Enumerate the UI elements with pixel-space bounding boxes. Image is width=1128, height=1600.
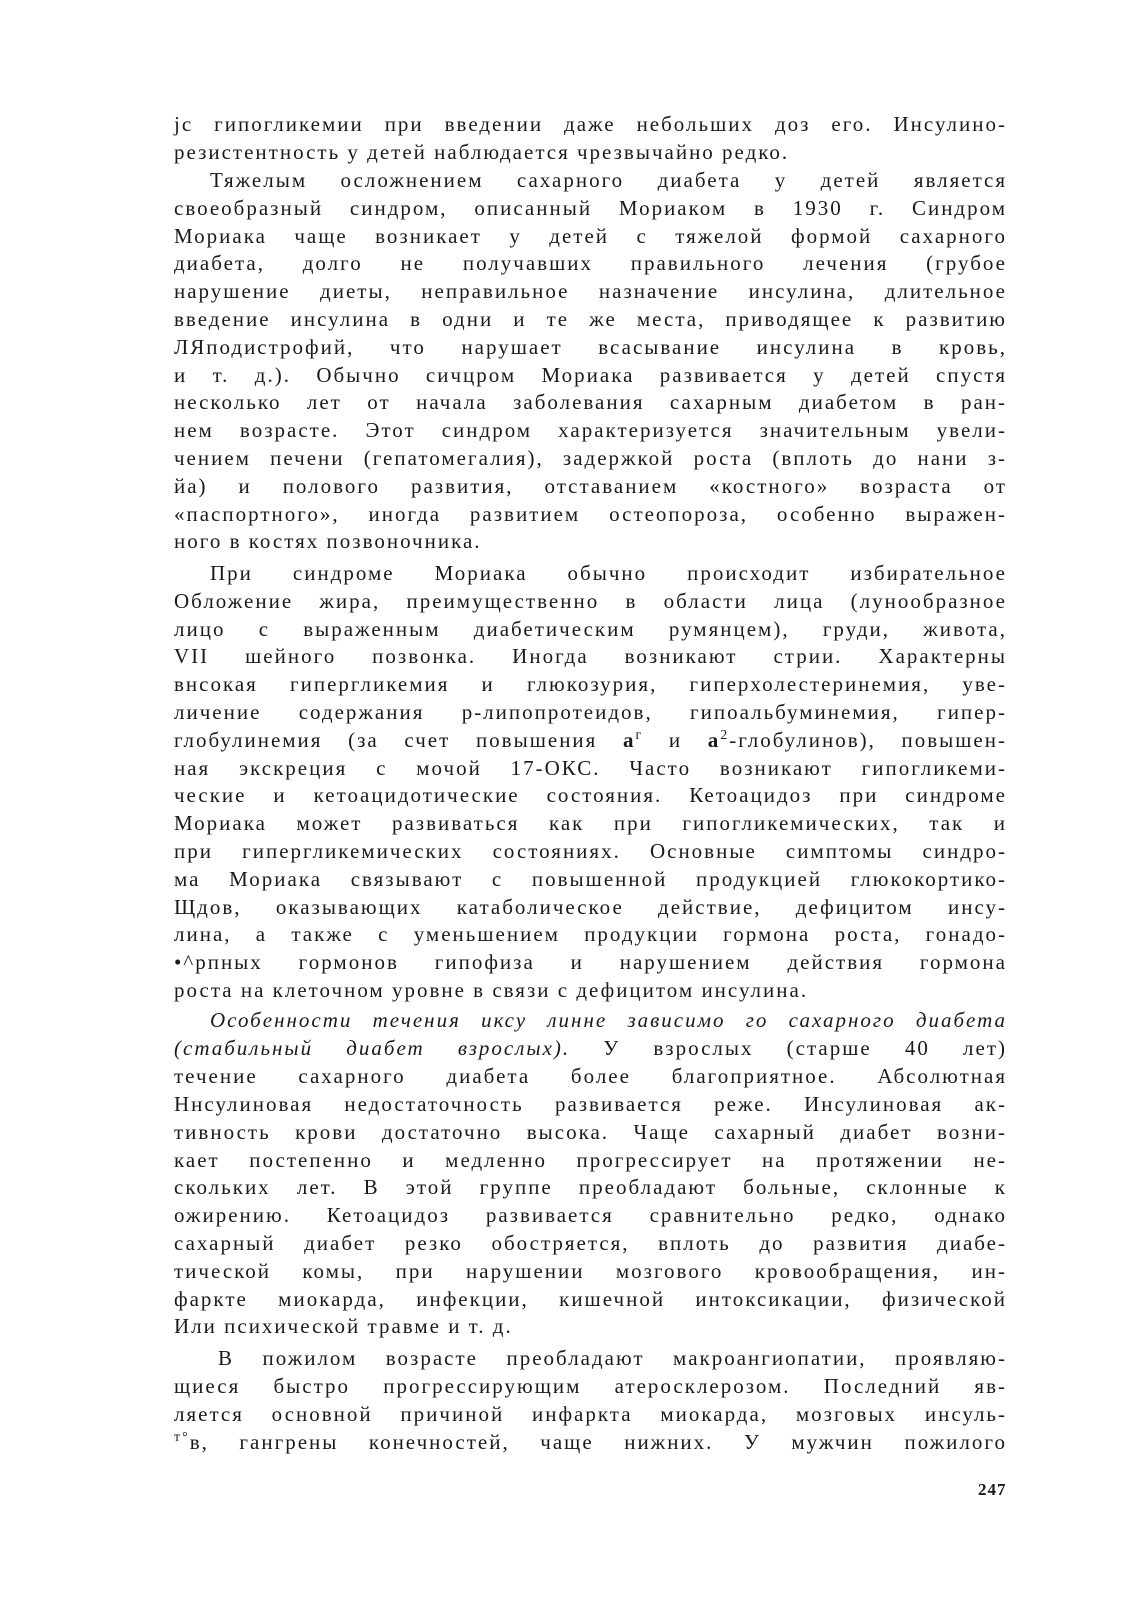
- text-segment: и: [668, 728, 683, 752]
- text-line: диабета, долго не получавших правильного лечения (грубое: [174, 251, 1007, 275]
- page-number: 247: [978, 1480, 1007, 1499]
- text-line: ная экскреция с мочой 17-ОКС. Часто возникают гипогликеми-: [174, 756, 1007, 780]
- text-segment: У взрослых (старше 40 лет): [603, 1036, 1008, 1060]
- text-line: В пожилом возрасте преобладают макроангиопатии, проявляю-: [218, 1346, 1007, 1370]
- superscript: т°: [174, 1430, 190, 1445]
- text-line: внсокая гипергликемия и глюкозурия, гиперхолестеринемия, уве-: [174, 672, 1007, 696]
- text-line: ма Мориака связывают с повышенной продукцией глюкокортико-: [174, 867, 1007, 891]
- text-line: нарушение диеты, неправильное назначение инсулина, длительное: [174, 279, 1007, 303]
- text-line: ляется основной причиной инфаркта миокарда, мозговых инсуль-: [174, 1402, 1007, 1426]
- text-line: Особенности течения иксу линне зависимо го сахарного диабета: [210, 1008, 1007, 1032]
- text-line: скольких лет. В этой группе преобладают больные, склонные к: [174, 1175, 1007, 1199]
- text-line: щиеся быстро прогрессирующим атеросклерозом. Последний яв-: [174, 1374, 1007, 1398]
- text-line: Или психической травме и т. д.: [174, 1314, 513, 1338]
- text-line: резистентность у детей наблюдается чрезвычайно редко.: [174, 140, 790, 164]
- text-line: своеобразный синдром, описанный Мориаком в 1930 г. Синдром: [174, 196, 1007, 220]
- superscript: 2: [720, 728, 730, 743]
- text-line: кает постепенно и медленно прогрессирует на протяжении не-: [174, 1148, 1007, 1172]
- text-line: [174, 726, 1007, 754]
- text-line: Ннсулиновая недостаточность развивается реже. Инсулиновая ак-: [174, 1092, 1007, 1116]
- text-line: личение содержания р-липопротеидов, гипоальбуминемия, гипер-: [174, 700, 1007, 724]
- text-line: лицо с выраженным диабетическим румянцем), груди, живота,: [174, 617, 1007, 641]
- text-line: роста на клеточном уровне в связи с дефицитом инсулина.: [174, 978, 809, 1002]
- text-line: и т. д.). Обычно сичцром Мориака развивается у детей спустя: [174, 363, 1007, 387]
- text-line: сахарный диабет резко обостряется, вплоть до развития диабе-: [174, 1231, 1007, 1255]
- text-line: йа) и полового развития, отставанием «костного» возраста от: [174, 474, 1007, 498]
- text-line: фаркте миокарда, инфекции, кишечной интоксикации, физической: [174, 1287, 1007, 1311]
- text-line: Обложение жира, преимущественно в области лица (лунообразное: [174, 589, 1007, 613]
- text-line: •^рпных гормонов гипофиза и нарушением действия гормона: [174, 950, 1007, 974]
- text-line: несколько лет от начала заболевания сахарным диабетом в ран-: [174, 390, 1007, 414]
- italic-segment: (стабильный диабет взрослых).: [174, 1036, 571, 1060]
- text-line: введение инсулина в одни и те же места, приводящее к развитию: [174, 307, 1007, 331]
- text-segment: глобулинемия (за счет повышения: [174, 728, 598, 752]
- text-line: [174, 1428, 1007, 1456]
- superscript: г: [635, 728, 644, 743]
- text-line: При синдроме Мориака обычно происходит избирательное: [210, 561, 1007, 585]
- text-line: ожирению. Кетоацидоз развивается сравнительно редко, однако: [174, 1203, 1007, 1227]
- text-line: ческие и кетоацидотические состояния. Кетоацидоз при синдроме: [174, 783, 1007, 807]
- greek-alpha-symbol: а: [707, 728, 721, 752]
- text-line: jс гипогликемии при введении даже небольших доз его. Инсулино-: [174, 112, 1007, 136]
- text-line: тивность крови достаточно высока. Чаще сахарный диабет возни-: [174, 1120, 1007, 1144]
- text-line: VII шейного позвонка. Иногда возникают стрии. Характерны: [174, 644, 1007, 668]
- text-segment: в, гангрены конечностей, чаще нижних. У мужчин пожилого: [189, 1430, 1007, 1454]
- text-line: Мориака чаще возникает у детей с тяжелой формой сахарного: [174, 224, 1007, 248]
- text-line: нем возрасте. Этот синдром характеризуется значительным увели-: [174, 418, 1007, 442]
- text-line: ного в костях позвоночника.: [174, 529, 482, 553]
- text-line: лина, а также с уменьшением продукции гормона роста, гонадо-: [174, 922, 1007, 946]
- text-line: течение сахарного диабета более благоприятное. Абсолютная: [174, 1064, 1007, 1088]
- greek-alpha-symbol: а: [622, 728, 636, 752]
- text-line: чением печени (гепатомегалия), задержкой роста (вплоть до нани з-: [174, 446, 1007, 470]
- text-line: «паспортного», иногда развитием остеопороза, особенно выражен-: [174, 502, 1007, 526]
- text-line: ЛЯподистрофий, что нарушает всасывание инсулина в кровь,: [174, 335, 1007, 359]
- text-line: Щдов, оказывающих катаболическое действие, дефицитом инсу-: [174, 895, 1007, 919]
- text-line: при гипергликемических состояниях. Основные симптомы синдро-: [174, 839, 1007, 863]
- text-line: тической комы, при нарушении мозгового кровообращения, ин-: [174, 1259, 1007, 1283]
- text-line: [174, 1034, 1007, 1062]
- text-segment: -глобулинов), повышен-: [729, 728, 1007, 752]
- text-line: Тяжелым осложнением сахарного диабета у детей является: [210, 168, 1007, 192]
- text-line: Мориака может развиваться как при гипогликемических, так и: [174, 811, 1007, 835]
